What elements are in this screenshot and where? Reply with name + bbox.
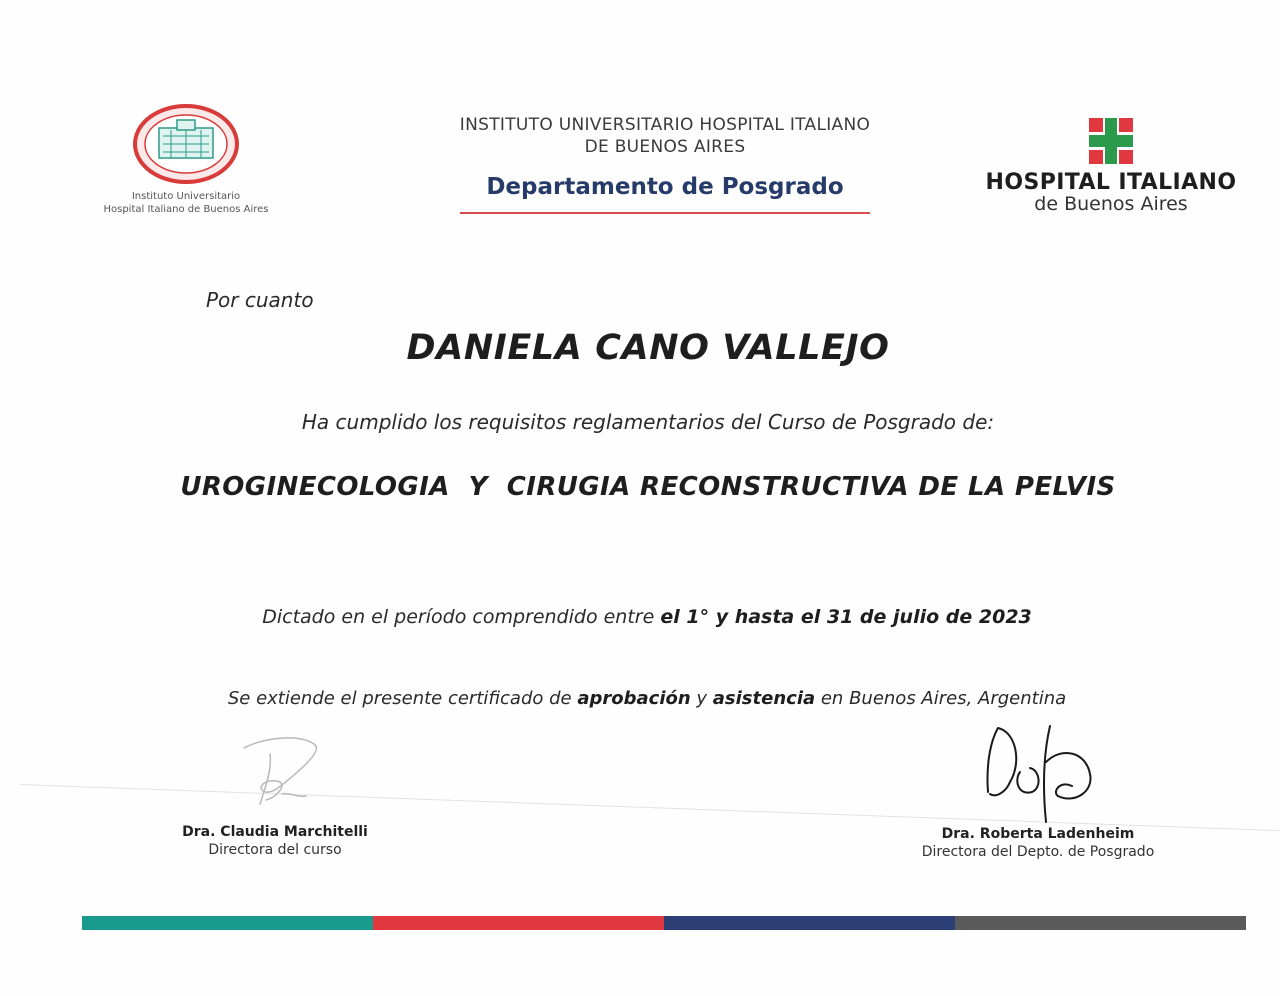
band-segment-red <box>373 916 664 930</box>
issuance-text <box>0 688 1280 709</box>
recipient-name: DANIELA CANO VALLEJO <box>406 328 890 368</box>
department-underline <box>460 212 870 214</box>
institute-name-line1: INSTITUTO UNIVERSITARIO HOSPITAL ITALIANO <box>459 115 871 135</box>
period-text <box>0 606 1280 628</box>
issuance-prefix: Se extiende el presente certificado de <box>227 688 578 709</box>
hospital-logo <box>980 118 1242 215</box>
signatory-right-name: Dra. Roberta Ladenheim <box>941 826 1135 842</box>
signatory-right-role: Directora del Depto. de Posgrado <box>921 844 1155 860</box>
bottom-color-band <box>82 916 1246 930</box>
band-segment-teal <box>82 916 373 930</box>
seal-caption-line1: Instituto Universitario <box>131 191 241 202</box>
institute-seal-icon <box>133 104 239 184</box>
band-segment-gray <box>955 916 1246 930</box>
issuance-approval: aprobación <box>577 688 691 709</box>
red-green-cross-icon <box>1089 118 1133 164</box>
hospital-subtitle: de Buenos Aires <box>1034 193 1188 215</box>
signature-left-icon <box>236 734 326 814</box>
seal-caption-line2: Hospital Italiano de Buenos Aires <box>103 204 269 215</box>
period-prefix: Dictado en el período comprendido entre <box>262 606 661 628</box>
band-segment-navy <box>664 916 955 930</box>
period-dates: el 1° y hasta el 31 de julio de 2023 <box>660 606 1032 628</box>
hospital-name: HOSPITAL ITALIANO <box>985 170 1237 195</box>
course-title: UROGINECOLOGIA Y CIRUGIA RECONSTRUCTIVA DE LA PELVIS <box>180 472 1116 502</box>
issuance-attendance: asistencia <box>712 688 816 709</box>
issuance-connector: y <box>690 688 713 709</box>
por-cuanto-text: Por cuanto <box>206 288 314 312</box>
issuance-suffix: en Buenos Aires, Argentina <box>815 688 1067 709</box>
signature-right-icon <box>976 722 1106 832</box>
institute-seal-block <box>96 104 276 216</box>
department-title: Departamento de Posgrado <box>486 174 844 200</box>
signatory-left-name: Dra. Claudia Marchitelli <box>182 824 368 840</box>
requirements-text: Ha cumplido los requisitos reglamentarios del Curso de Posgrado de: <box>301 410 995 434</box>
signatory-left-role: Directora del curso <box>208 842 342 858</box>
signature-right-block <box>898 826 1178 860</box>
signature-left-block <box>170 824 380 858</box>
institute-header <box>430 114 900 200</box>
institute-name-line2: DE BUENOS AIRES <box>584 137 746 157</box>
